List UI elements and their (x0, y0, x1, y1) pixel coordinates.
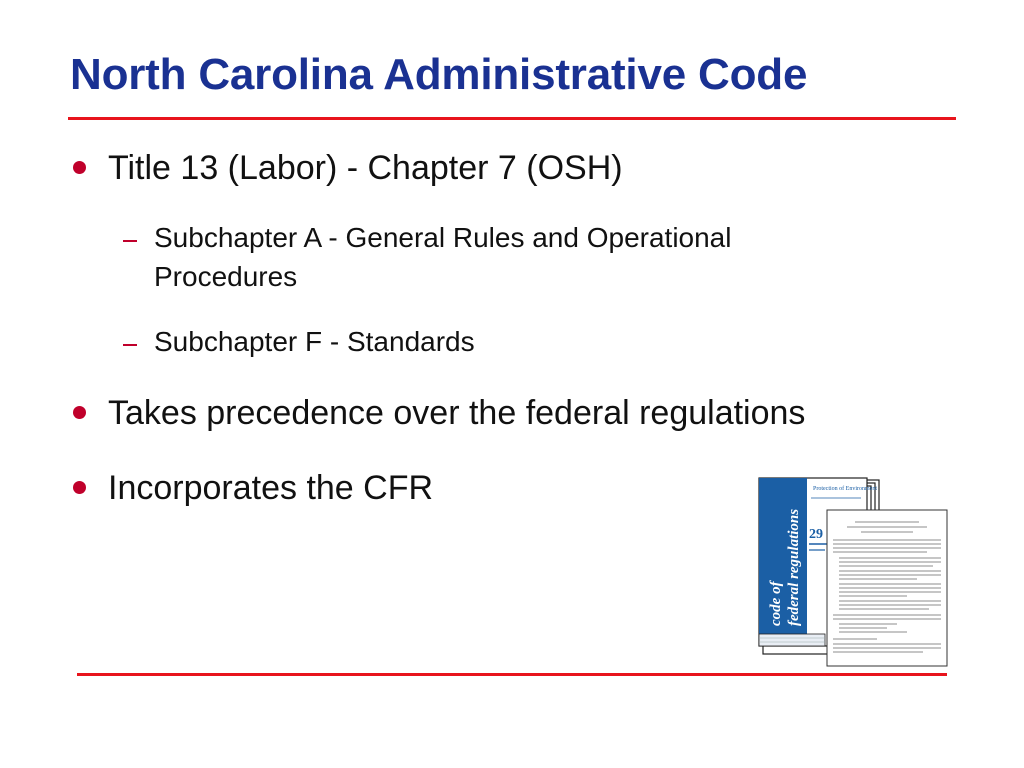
bullet-title-13: Title 13 (Labor) - Chapter 7 (OSH) (108, 149, 623, 187)
cfr-book-image (757, 474, 953, 670)
bullet-dash-icon (123, 344, 137, 346)
bullet-incorporates-cfr: Incorporates the CFR (108, 469, 434, 507)
cfr-cover-number: 29 (809, 527, 823, 542)
slide-title: North Carolina Administrative Code (70, 50, 808, 99)
cfr-spine-text-1: code of (768, 581, 784, 626)
title-underline (68, 117, 956, 120)
bullet-dash-icon (123, 240, 137, 242)
cfr-cover-title: Protection of Environment (813, 486, 877, 492)
bullet-dot-icon (73, 406, 86, 419)
bullet-subchapter-a-continued: Procedures (154, 261, 298, 292)
bullet-subchapter-f: Subchapter F - Standards (154, 326, 475, 357)
bullet-dot-icon (73, 481, 86, 494)
cfr-spine-text-2: federal regulations (786, 508, 802, 626)
bullet-dot-icon (73, 161, 86, 174)
bullet-subchapter-a: Subchapter A - General Rules and Operational (154, 222, 732, 253)
footer-rule (77, 673, 947, 676)
bullet-takes-precedence: Takes precedence over the federal regulations (108, 394, 806, 432)
